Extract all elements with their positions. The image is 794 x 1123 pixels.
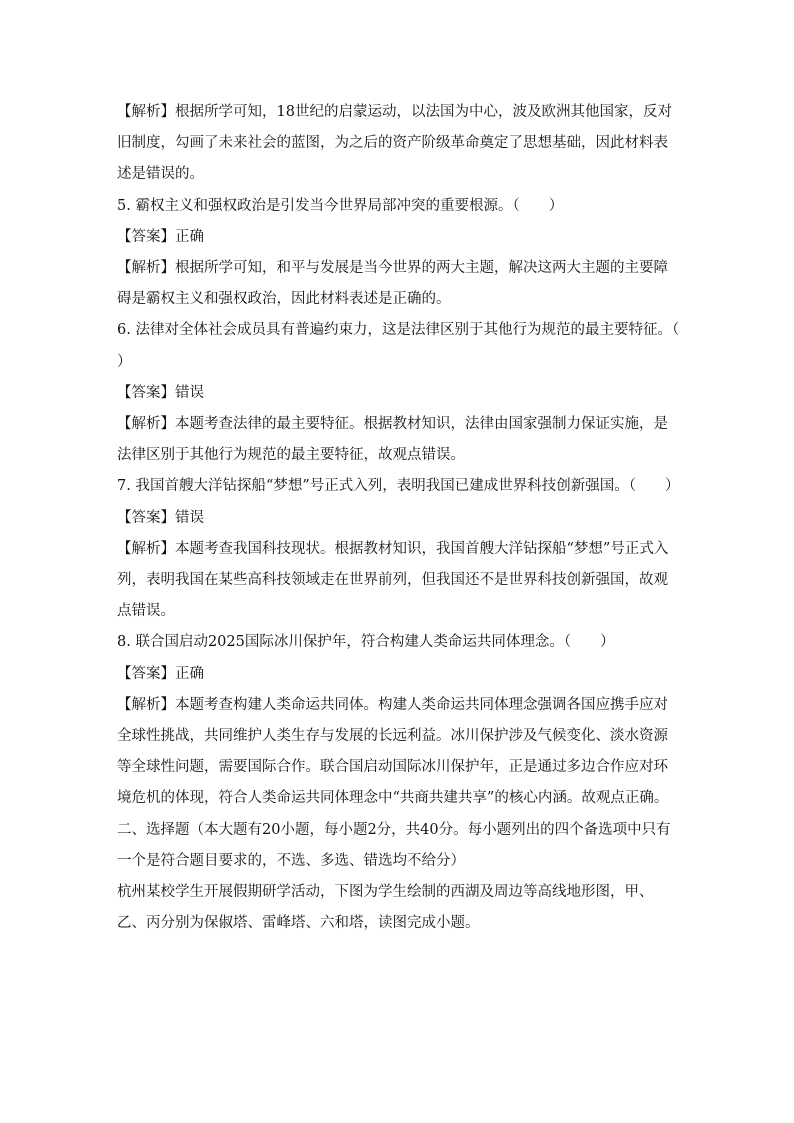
answer-8: 【答案】正确	[117, 665, 204, 682]
question-6: 6. 法律对全体社会成员具有普遍约束力，这是法律区别于其他行为规范的最主要特征。（ ）	[117, 322, 709, 370]
analysis-8: 【解析】本题考查构建人类命运共同体。构建人类命运共同体理念强调各国应携手应对全球性挑战，共同维护人类生存与发展的长远利益。冰川保护涉及气候变化、淡水资源等全球性问题，需要国际合作。联合国启动国际冰川保护年，正是通过多边合作应对环境危机的体现，符合人类命运共同体理念中“共商共建共享”的核心内涵。故观点正确。	[117, 696, 669, 807]
intro-paragraph: 杭州某校学生开展假期研学活动，下图为学生绘制的西湖及周边等高线地形图，甲、乙、丙分别为保俶塔、雷峰塔、六和塔，读图完成小题。	[117, 884, 654, 932]
analysis-paragraph: 【解析】根据所学可知，18世纪的启蒙运动，以法国为中心，波及欧洲其他国家，反对旧制度，勾画了未来社会的蓝图，为之后的资产阶级革命奠定了思想基础，因此材料表述是错误的。	[117, 104, 672, 183]
section-heading: 二、选择题（本大题有20小题，每小题2分，共40分。每小题列出的四个备选项中只有一个是符合题目要求的，不选、多选、错选均不给分）	[117, 821, 671, 869]
question-7: 7. 我国首艘大洋钻探船“梦想”号正式入列，表明我国已建成世界科技创新强国。（ ）	[117, 478, 680, 495]
answer-5: 【答案】正确	[117, 228, 204, 245]
document-body	[117, 97, 709, 939]
answer-7: 【答案】错误	[117, 509, 204, 526]
analysis-5: 【解析】根据所学可知，和平与发展是当今世界的两大主题，解决这两大主题的主要障碍是霸权主义和强权政治，因此材料表述是正确的。	[117, 260, 668, 308]
question-8: 8. 联合国启动2025国际冰川保护年，符合构建人类命运共同体理念。（ ）	[117, 634, 615, 651]
analysis-7: 【解析】本题考查我国科技现状。根据教材知识，我国首艘大洋钻探船“梦想”号正式入列，表明我国在某些高科技领域走在世界前列，但我国还不是世界科技创新强国，故观点错误。	[117, 540, 669, 620]
answer-6: 【答案】错误	[117, 384, 204, 401]
analysis-6: 【解析】本题考查法律的最主要特征。根据教材知识，法律由国家强制力保证实施，是法律区别于其他行为规范的最主要特征，故观点错误。	[117, 416, 668, 464]
question-5: 5. 霸权主义和强权政治是引发当今世界局部冲突的重要根源。（ ）	[117, 197, 564, 214]
